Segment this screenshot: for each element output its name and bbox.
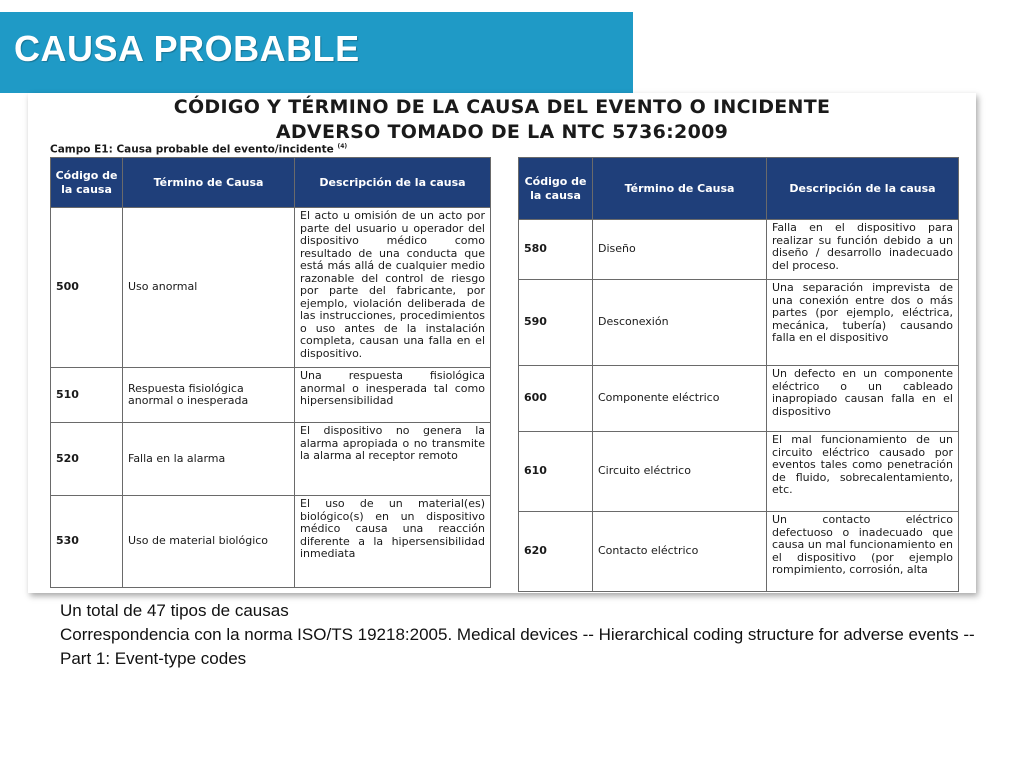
cause-description: El uso de un material(es) biológico(s) en un dispositivo médico causa una reacción diferente a la hipersensibilidad inmediata xyxy=(295,496,491,588)
cause-term: Diseño xyxy=(593,220,767,280)
table-row xyxy=(519,280,959,366)
column-header-code: Código de la causa xyxy=(51,158,123,208)
table-row xyxy=(519,512,959,592)
document-image xyxy=(28,93,976,593)
table-row xyxy=(519,220,959,280)
table-row xyxy=(51,208,491,368)
document-heading-line2: ADVERSO TOMADO DE LA NTC 5736:2009 xyxy=(275,121,729,143)
cause-description: El dispositivo no genera la alarma apropiada o no transmite la alarma al receptor remoto xyxy=(295,423,491,496)
cause-code: 600 xyxy=(519,366,593,432)
cause-description: El mal funcionamiento de un circuito eléctrico causado por eventos tales como penetración de fluido, sobrecalentamiento, etc. xyxy=(767,432,959,512)
caption-line2: Correspondencia con la norma ISO/TS 19218:2005. Medical devices -- Hierarchical coding structure for adverse events -- Part 1: Event-type codes xyxy=(60,625,975,668)
cause-term: Uso de material biológico xyxy=(123,496,295,588)
cause-term: Contacto eléctrico xyxy=(593,512,767,592)
document-heading-line1: CÓDIGO Y TÉRMINO DE LA CAUSA DEL EVENTO O INCIDENTE xyxy=(173,96,831,118)
cause-code: 620 xyxy=(519,512,593,592)
cause-term: Uso anormal xyxy=(123,208,295,368)
cause-term: Desconexión xyxy=(593,280,767,366)
causes-table-right xyxy=(518,157,959,592)
cause-description: Una separación imprevista de una conexión entre dos o más partes (por ejemplo, eléctrica, mecánica, tubería) causando falla en el dispositivo xyxy=(767,280,959,366)
cause-description: El acto u omisión de un acto por parte del usuario u operador del dispositivo médico como resultado de una conducta que está más allá de cualquier medio razonable del control de riesgo por parte del fabricante, por ejemplo, violación deliberada de las instrucciones, procedimientos o uso antes de la instalación completa, causan una falla en el dispositivo. xyxy=(295,208,491,368)
cause-description: Un contacto eléctrico defectuoso o inadecuado que causa un mal funcionamiento en el dispositivo (por ejemplo rompimiento, corrosión, alta xyxy=(767,512,959,592)
cause-code: 580 xyxy=(519,220,593,280)
cause-description: Un defecto en un componente eléctrico o un cableado inapropiado causan falla en el dispositivo xyxy=(767,366,959,432)
cause-code: 500 xyxy=(51,208,123,368)
column-header-desc: Descripción de la causa xyxy=(767,158,959,220)
cause-term: Falla en la alarma xyxy=(123,423,295,496)
table-row xyxy=(51,423,491,496)
cause-term: Componente eléctrico xyxy=(593,366,767,432)
cause-term: Respuesta fisiológica anormal o inesperada xyxy=(123,368,295,423)
cause-code: 520 xyxy=(51,423,123,496)
cause-code: 530 xyxy=(51,496,123,588)
cause-code: 610 xyxy=(519,432,593,512)
column-header-term: Término de Causa xyxy=(593,158,767,220)
table-row xyxy=(51,368,491,423)
caption-line1: Un total de 47 tipos de causas xyxy=(60,601,289,620)
caption xyxy=(60,599,1000,671)
table-row xyxy=(51,496,491,588)
campo-text: Campo E1: Causa probable del evento/incidente xyxy=(50,143,334,156)
column-header-code: Código de la causa xyxy=(519,158,593,220)
table-row xyxy=(519,366,959,432)
cause-code: 590 xyxy=(519,280,593,366)
cause-description: Una respuesta fisiológica anormal o inesperada tal como hipersensibilidad xyxy=(295,368,491,423)
causes-table-left xyxy=(50,157,491,588)
cause-term: Circuito eléctrico xyxy=(593,432,767,512)
table-row xyxy=(519,432,959,512)
cause-code: 510 xyxy=(51,368,123,423)
column-header-desc: Descripción de la causa xyxy=(295,158,491,208)
column-header-term: Término de Causa xyxy=(123,158,295,208)
slide-title: CAUSA PROBABLE xyxy=(14,28,360,69)
campo-label xyxy=(50,143,347,156)
campo-note: (4) xyxy=(337,143,348,150)
cause-description: Falla en el dispositivo para realizar su función debido a un diseño / desarrollo inadecuado del proceso. xyxy=(767,220,959,280)
